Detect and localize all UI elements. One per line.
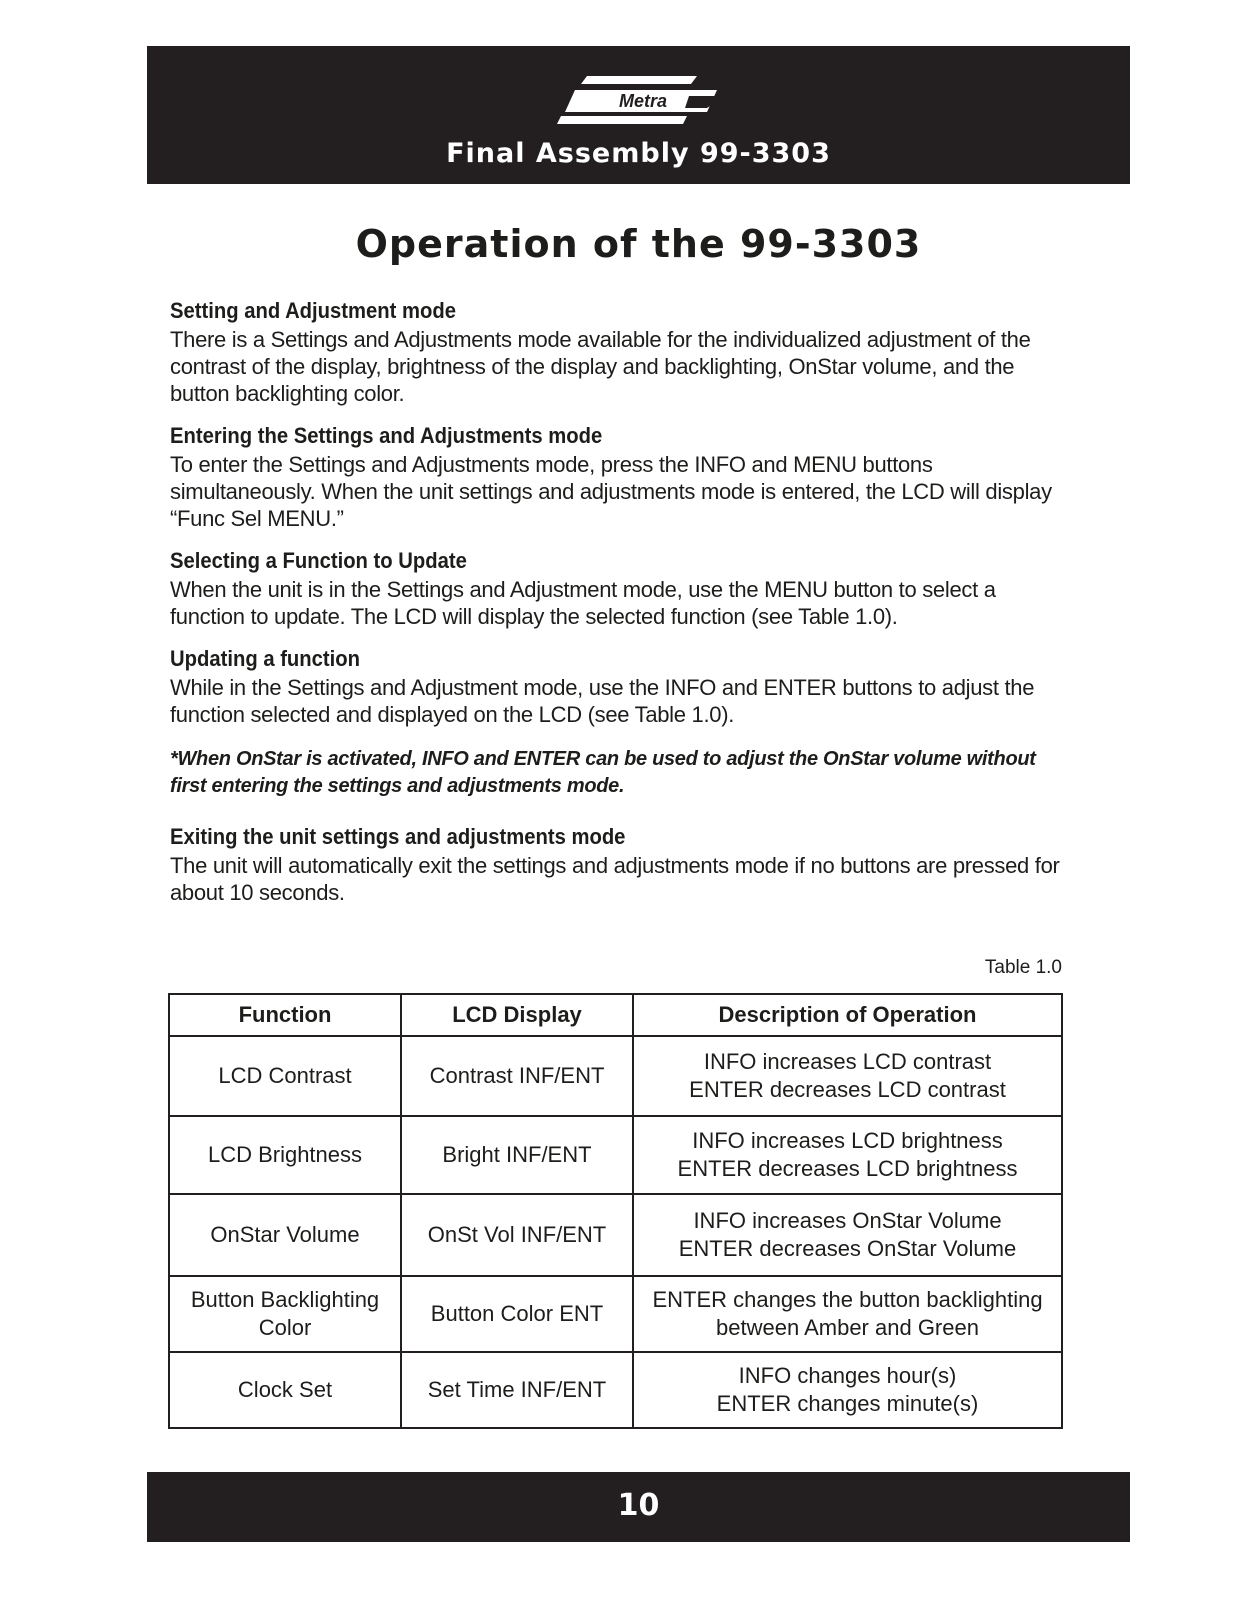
table-row xyxy=(169,1276,1062,1352)
table-row xyxy=(169,1194,1062,1276)
footer-bar xyxy=(147,1472,1130,1542)
function-cell: LCD Contrast xyxy=(169,1036,401,1116)
section-body: There is a Settings and Adjustments mode available for the individualized adjustment of the contrast of the display, brightness of the display and backlighting, OnStar volume, and the button backlighting color. xyxy=(170,327,1031,406)
description-line: INFO changes hour(s) xyxy=(738,1363,957,1388)
table-caption: Table 1.0 xyxy=(984,957,1062,978)
description-cell xyxy=(633,1352,1062,1428)
section-body: The unit will automatically exit the settings and adjustments mode if no buttons are pressed for about 10 seconds. xyxy=(170,853,1060,905)
function-line: Button Backlighting xyxy=(190,1287,380,1312)
description-cell xyxy=(633,1194,1062,1276)
description-line: ENTER changes minute(s) xyxy=(716,1391,979,1416)
header-title: Final Assembly 99-3303 xyxy=(446,138,831,169)
page-number: 10 xyxy=(617,1488,660,1523)
section-heading: Selecting a Function to Update xyxy=(170,548,467,573)
table-row xyxy=(169,1352,1062,1428)
lcd-display-cell: OnSt Vol INF/ENT xyxy=(401,1194,633,1276)
function-cell: LCD Brightness xyxy=(169,1116,401,1194)
section-heading: Setting and Adjustment mode xyxy=(170,298,456,323)
function-line: Color xyxy=(258,1315,312,1340)
section-heading: Entering the Settings and Adjustments mode xyxy=(170,423,603,448)
lcd-display-cell: Contrast INF/ENT xyxy=(401,1036,633,1116)
function-cell: OnStar Volume xyxy=(169,1194,401,1276)
section-heading: Updating a function xyxy=(170,646,361,671)
section-entering-mode xyxy=(170,423,1070,532)
header-bar xyxy=(147,46,1130,184)
description-line: ENTER decreases LCD brightness xyxy=(677,1156,1018,1181)
logo-text: Metra xyxy=(619,91,668,111)
description-line: INFO increases OnStar Volume xyxy=(693,1208,1002,1233)
description-cell xyxy=(633,1116,1062,1194)
table-row xyxy=(169,1036,1062,1116)
section-heading: Exiting the unit settings and adjustments mode xyxy=(170,824,626,849)
description-cell xyxy=(633,1036,1062,1116)
column-header: Function xyxy=(169,994,401,1036)
description-line: ENTER changes the button backlighting xyxy=(652,1287,1043,1312)
section-body: While in the Settings and Adjustment mode, use the INFO and ENTER buttons to adjust the function selected and displayed on the LCD (see Table 1.0). xyxy=(170,675,1035,727)
column-header: Description of Operation xyxy=(633,994,1062,1036)
description-cell xyxy=(633,1276,1062,1352)
lcd-display-cell: Set Time INF/ENT xyxy=(401,1352,633,1428)
function-cell xyxy=(169,1276,401,1352)
function-cell: Clock Set xyxy=(169,1352,401,1428)
lcd-display-cell: Button Color ENT xyxy=(401,1276,633,1352)
function-table xyxy=(168,993,1063,1429)
column-header: LCD Display xyxy=(401,994,633,1036)
description-line: INFO increases LCD contrast xyxy=(703,1049,992,1074)
section-selecting-function xyxy=(170,548,1070,630)
section-updating-function xyxy=(170,646,1070,728)
description-line: ENTER decreases LCD contrast xyxy=(689,1077,1006,1102)
lcd-display-cell: Bright INF/ENT xyxy=(401,1116,633,1194)
table-row xyxy=(169,1116,1062,1194)
description-line: between Amber and Green xyxy=(716,1315,979,1340)
table-header-row xyxy=(169,994,1062,1036)
page-title: Operation of the 99-3303 xyxy=(355,222,922,266)
description-line: INFO increases LCD brightness xyxy=(692,1128,1003,1153)
description-line: ENTER decreases OnStar Volume xyxy=(678,1236,1017,1261)
section-body: To enter the Settings and Adjustments mode, press the INFO and MENU buttons simultaneously. When the unit settings and adjustments mode is entered, the LCD will display “Func Sel MENU.” xyxy=(170,452,1052,531)
metra-logo xyxy=(557,74,727,126)
section-setting-mode xyxy=(170,298,1070,407)
onstar-note: *When OnStar is activated, INFO and ENTER can be used to adjust the OnStar volume without first entering the settings and adjustments mode. xyxy=(170,748,1036,797)
section-exiting-mode xyxy=(170,824,1070,906)
section-body: When the unit is in the Settings and Adjustment mode, use the MENU button to select a function to update. The LCD will display the selected function (see Table 1.0). xyxy=(170,577,996,629)
content-body xyxy=(170,298,1070,922)
